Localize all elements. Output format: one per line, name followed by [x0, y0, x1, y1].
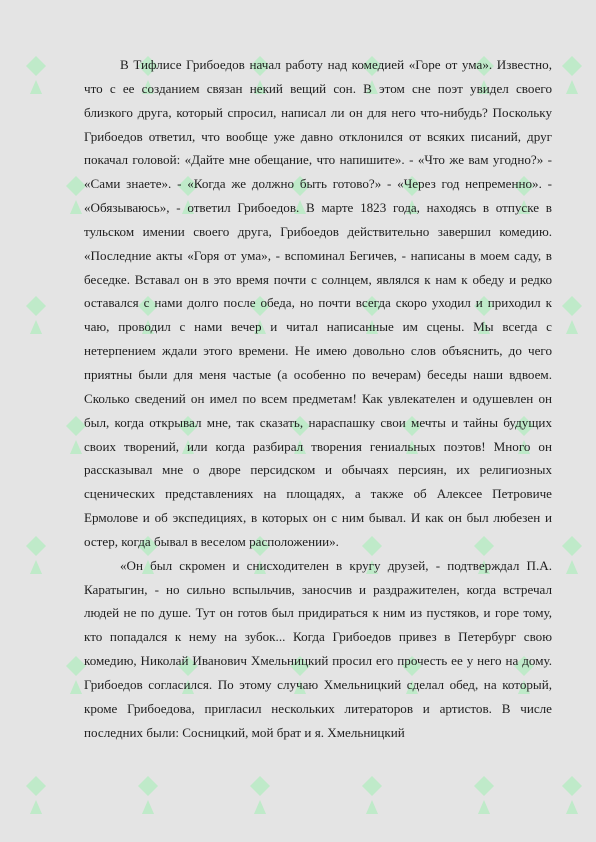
watermark-mark-34 [138, 776, 158, 814]
watermark-mark-22 [26, 536, 46, 574]
watermark-mark-0 [26, 56, 46, 94]
watermark-mark-17 [66, 416, 86, 454]
paragraph-2: «Он был скромен и снисходителен в кругу друзей, - подтверждал П.А. Каратыгин, - но сильно вспыльчив, заносчив и раздражителен, когда встречал людей не по душе. Тут он готов был придираться к ним из пустяков, и горе тому, кто попадался к нему на зубок... Когда Грибоедов привез в Петербург свою комедию, Николай Иванович Хмельницкий просил его прочесть ее у него на дому. Грибоедов согласился. По этому случаю Хмельницкий сделал обед, на который, кроме Грибоедова, пригласил нескольких литераторов и артистов. В числе последних были: Сосницкий, мой брат и я. Хмельницкий [84, 557, 552, 740]
paragraph-1: В Тифлисе Грибоедов начал работу над комедией «Горе от ума». Известно, что с ее созданием связан некий вещий сон. В этом сне поэт увидел своего близкого друга, который спросил, написал ли он для него что-нибудь? Поскольку Грибоедов ответил, что вообще уже давно отклонился от всяких писаний, друг покачал головой: «Дайте мне обещание, что напишите». - «Что же вам угодно?» - «Сами знаете». - «Когда же должно быть готово?» - «Через год непременно». - «Обязываюсь», - ответил Грибоедов. В марте 1823 года, находясь в отпуске в тульском имении своего друга, Грибоедов действительно завершил комедию. «Последние акты «Горя от ума», - вспоминал Бегичев, - написаны в моем саду, в беседке. Вставал он в это время почти с солнцем, являлся к нам к обеду и редко оставался с нами долго после обеда, но почти всегда скоро уходил и приходил к чаю, проводил с нами вечер и читал написанные им сцены. Мы всегда с нетерпением ждали этого времени. Не имею довольно слов объяснить, до чего приятны были для меня частые (а особенно по вечерам) беседы наши вдвоем. Сколько сведений он имел по всем предметам! Как увлекателен и одушевлен он был, когда открывал мне, так сказать, нараспашку свои мечты и тайны будущих своих творений, или когда разбирал творения гениальных поэтов! Много он рассказывал мне о дворе персидском и обычаях персиян, их религиозных сценических представлениях на площадях, а также об Алексее Петровиче Ермолове и об экспедициях, в которых он с ним бывал. И как он был любезен и остер, когда бывал в веселом расположении». [84, 57, 552, 549]
watermark-mark-37 [474, 776, 494, 814]
document-body [84, 53, 552, 744]
watermark-mark-5 [562, 56, 582, 94]
watermark-mark-38 [562, 776, 582, 814]
watermark-mark-28 [66, 656, 86, 694]
watermark-mark-27 [562, 536, 582, 574]
watermark-mark-35 [250, 776, 270, 814]
watermark-mark-36 [362, 776, 382, 814]
watermark-mark-33 [26, 776, 46, 814]
watermark-mark-16 [562, 296, 582, 334]
watermark-mark-6 [66, 176, 86, 214]
watermark-mark-11 [26, 296, 46, 334]
